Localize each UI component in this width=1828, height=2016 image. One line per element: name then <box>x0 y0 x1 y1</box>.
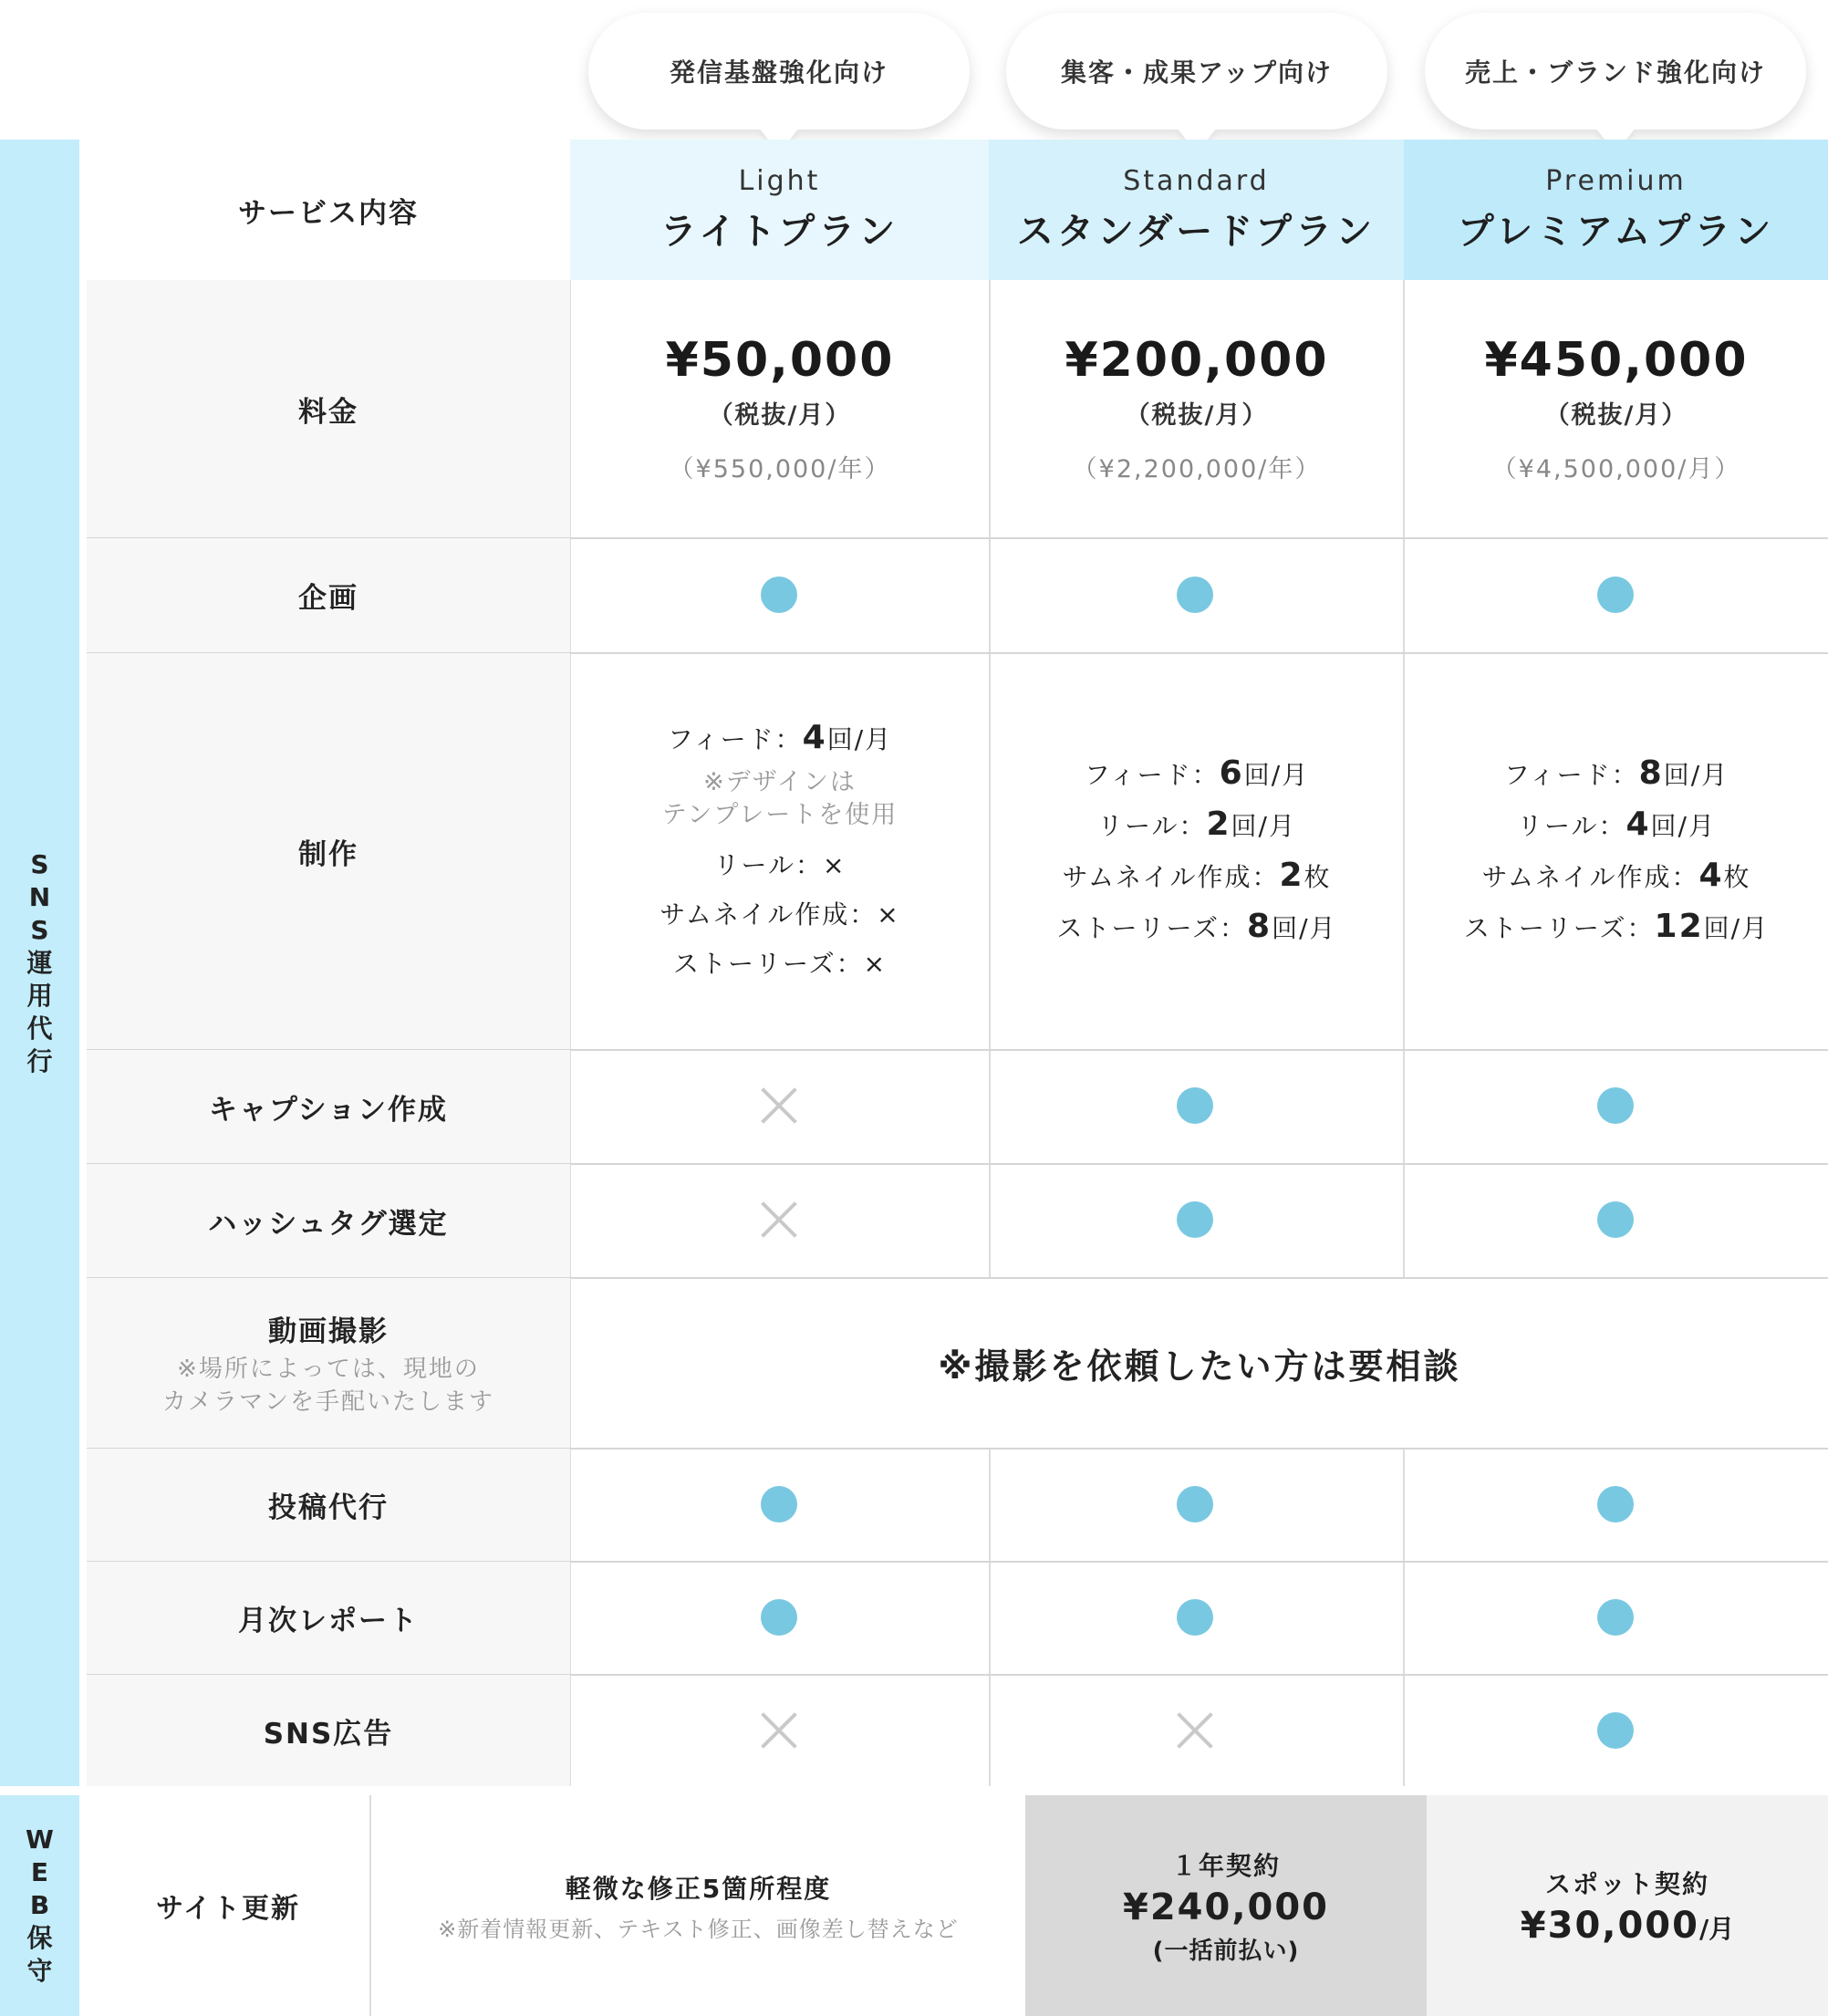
plan-name: ライトプラン <box>660 211 899 253</box>
sidebar-sns <box>0 140 79 1786</box>
production-thumbnail-label: サムネイル作成： <box>1062 862 1280 892</box>
production-reel-label: リール： <box>1517 811 1626 841</box>
production-thumbnail: サムネイル作成：× <box>660 899 900 930</box>
production-feed-label: フィード： <box>1503 760 1639 790</box>
spot-unit: /月 <box>1698 1914 1735 1944</box>
column-divider <box>989 1449 991 1786</box>
sidebar-web <box>0 1795 79 2016</box>
production-thumbnail-label: サムネイル作成： <box>1481 862 1699 892</box>
side-label-char: S <box>30 914 49 945</box>
video-consult-text: ※撮影を依頼したい方は要相談 <box>938 1346 1461 1387</box>
production-note: テンプレートを使用 <box>661 801 898 829</box>
web-description-note: ※新着情報更新、テキスト修正、画像差し替えなど <box>438 1916 959 1942</box>
production-cell-light <box>571 653 989 1049</box>
available-dot-icon <box>1177 577 1213 613</box>
side-label-char: 保 <box>26 1923 53 1953</box>
row-label-text: キャプション作成 <box>208 1093 449 1127</box>
spot-price: ¥30,000 <box>1520 1905 1699 1947</box>
row-label-hashtag <box>87 1164 570 1277</box>
price-total: （¥4,500,000/月） <box>1491 455 1741 483</box>
production-reel-count: 4 <box>1625 805 1651 843</box>
price-value: ¥200,000 <box>1065 333 1329 388</box>
price-total: （¥2,200,000/年） <box>1072 455 1322 483</box>
web-description <box>371 1795 1025 2016</box>
row-label-price <box>87 280 570 537</box>
web-description-title: 軽微な修正5箇所程度 <box>565 1873 832 1904</box>
production-reel <box>1097 800 1296 851</box>
row-label-production <box>87 653 570 1049</box>
row-label-ads <box>87 1675 570 1786</box>
production-feed <box>668 713 892 764</box>
header-label-text: サービス内容 <box>238 196 419 230</box>
plan-name: プレミアムプラン <box>1457 211 1775 253</box>
unavailable-cross-icon <box>759 1200 799 1240</box>
plan-en-name: Standard <box>1123 165 1270 197</box>
plan-name: スタンダードプラン <box>1016 211 1376 253</box>
available-dot-icon <box>1597 1087 1634 1124</box>
bubble-light-text: 発信基盤強化向け <box>669 57 888 88</box>
plan-header-light <box>570 140 989 280</box>
price-tax-note: （税抜/月） <box>708 401 852 430</box>
row-label-text: 制作 <box>298 837 358 871</box>
row-label-report <box>87 1562 570 1674</box>
production-feed-count: 4 <box>802 719 827 756</box>
production-thumbnail-count: 2 <box>1279 857 1304 894</box>
production-reel-label: リール： <box>1097 811 1207 841</box>
production-reel <box>1517 800 1716 851</box>
side-label-char: W <box>26 1824 54 1855</box>
video-merged-cell <box>571 1279 1828 1448</box>
row-label-text: SNS広告 <box>263 1717 394 1751</box>
production-note: ※デザインは <box>703 768 857 796</box>
available-dot-icon <box>761 577 797 613</box>
row-label-text: 月次レポート <box>238 1605 419 1637</box>
production-feed-label: フィード： <box>1084 760 1220 790</box>
price-cell-standard <box>991 280 1403 537</box>
available-dot-icon <box>1597 577 1634 613</box>
price-tax-note: （税抜/月） <box>1125 401 1269 430</box>
row-label-posting <box>87 1449 570 1561</box>
spot-price-line <box>1521 1905 1734 1947</box>
production-reel: リール：× <box>713 850 846 880</box>
side-label-char: 運 <box>26 947 53 978</box>
sidebar-web-label <box>26 1824 54 1988</box>
plan-header-standard <box>989 140 1404 280</box>
production-thumbnail-unit: 枚 <box>1723 862 1751 892</box>
production-feed-count: 8 <box>1638 754 1664 792</box>
price-cell-light <box>571 280 989 537</box>
annual-title: １年契約 <box>1170 1850 1281 1881</box>
production-stories-count: 8 <box>1247 908 1272 945</box>
bubble-standard-text: 集客・成果アップ向け <box>1060 57 1334 88</box>
production-cell-premium <box>1405 653 1828 1049</box>
row-label-video <box>87 1278 570 1448</box>
bubble-standard <box>1006 13 1387 130</box>
production-thumbnail-unit: 枚 <box>1303 862 1332 892</box>
available-dot-icon <box>1177 1599 1213 1636</box>
available-dot-icon <box>1177 1201 1213 1238</box>
side-label-char: S <box>30 848 49 879</box>
unavailable-cross-icon <box>759 1086 799 1126</box>
video-note: カメラマンを手配いたします <box>161 1387 494 1416</box>
plan-en-name: Premium <box>1545 165 1687 197</box>
price-value: ¥450,000 <box>1484 333 1749 388</box>
video-note: ※場所によっては、現地の <box>177 1355 480 1383</box>
production-stories-count: 12 <box>1654 908 1704 945</box>
available-dot-icon <box>1597 1599 1634 1636</box>
production-feed-unit: 回/月 <box>826 724 893 754</box>
production-feed-count: 6 <box>1219 754 1244 792</box>
production-feed-unit: 回/月 <box>1243 760 1310 790</box>
production-feed <box>1504 749 1729 800</box>
side-label-char: 代 <box>26 1013 53 1044</box>
production-thumbnail <box>1062 851 1331 902</box>
row-label-planning <box>87 538 570 652</box>
production-feed <box>1085 749 1309 800</box>
production-stories-unit: 回/月 <box>1703 913 1770 943</box>
side-label-char: N <box>28 881 51 912</box>
column-divider <box>1403 1449 1405 1786</box>
side-label-char: 守 <box>26 1956 53 1986</box>
production-thumbnail <box>1481 851 1750 902</box>
price-cell-premium <box>1405 280 1828 537</box>
unavailable-cross-icon <box>1175 1710 1215 1751</box>
side-label-char: 用 <box>26 980 53 1011</box>
side-label-char: 行 <box>26 1045 53 1076</box>
production-reel-count: 2 <box>1206 805 1231 843</box>
row-label-text: 投稿代行 <box>268 1491 389 1524</box>
side-label-char: B <box>29 1890 50 1920</box>
unavailable-cross-icon <box>759 1710 799 1751</box>
price-tax-note: （税抜/月） <box>1544 401 1688 430</box>
production-stories: ストーリーズ：× <box>672 949 888 979</box>
sidebar-sns-label <box>26 848 52 1078</box>
available-dot-icon <box>761 1486 797 1522</box>
available-dot-icon <box>1597 1201 1634 1238</box>
row-label-caption <box>87 1050 570 1163</box>
available-dot-icon <box>761 1599 797 1636</box>
spot-title: スポット契約 <box>1544 1869 1709 1899</box>
production-reel-unit: 回/月 <box>1650 811 1716 841</box>
bubble-light <box>588 13 970 130</box>
row-label-text: 企画 <box>298 582 358 615</box>
production-stories <box>1464 902 1769 953</box>
production-stories <box>1056 902 1336 953</box>
annual-note: (一括前払い) <box>1152 1937 1300 1965</box>
plan-en-name: Light <box>738 165 821 197</box>
production-stories-unit: 回/月 <box>1272 913 1337 943</box>
production-stories-label: ストーリーズ： <box>1056 913 1248 943</box>
available-dot-icon <box>1177 1087 1213 1124</box>
available-dot-icon <box>1597 1486 1634 1522</box>
row-label-text: 動画撮影 <box>268 1315 389 1348</box>
production-feed-unit: 回/月 <box>1663 760 1729 790</box>
web-annual-plan <box>1025 1795 1427 2016</box>
row-label-text: 料金 <box>298 395 358 429</box>
price-total: （¥550,000/年） <box>669 455 891 483</box>
web-label <box>87 1795 369 2016</box>
plan-header-premium <box>1404 140 1828 280</box>
price-value: ¥50,000 <box>665 333 895 388</box>
production-thumbnail-count: 4 <box>1698 857 1724 894</box>
production-reel-unit: 回/月 <box>1231 811 1296 841</box>
production-stories-label: ストーリーズ： <box>1463 913 1655 943</box>
side-label-char: E <box>30 1857 49 1887</box>
bubble-premium-text: 売上・ブランド強化向け <box>1464 57 1766 88</box>
web-spot-plan <box>1427 1795 1828 2016</box>
available-dot-icon <box>1177 1486 1213 1522</box>
bubble-premium <box>1425 13 1806 130</box>
available-dot-icon <box>1597 1712 1634 1749</box>
production-feed-label: フィード： <box>667 724 803 754</box>
production-cell-standard <box>991 653 1403 1049</box>
web-label-text: サイト更新 <box>156 1893 300 1925</box>
annual-price: ¥240,000 <box>1122 1886 1330 1928</box>
row-label-text: ハッシュタグ選定 <box>208 1207 449 1241</box>
header-label <box>87 140 570 280</box>
